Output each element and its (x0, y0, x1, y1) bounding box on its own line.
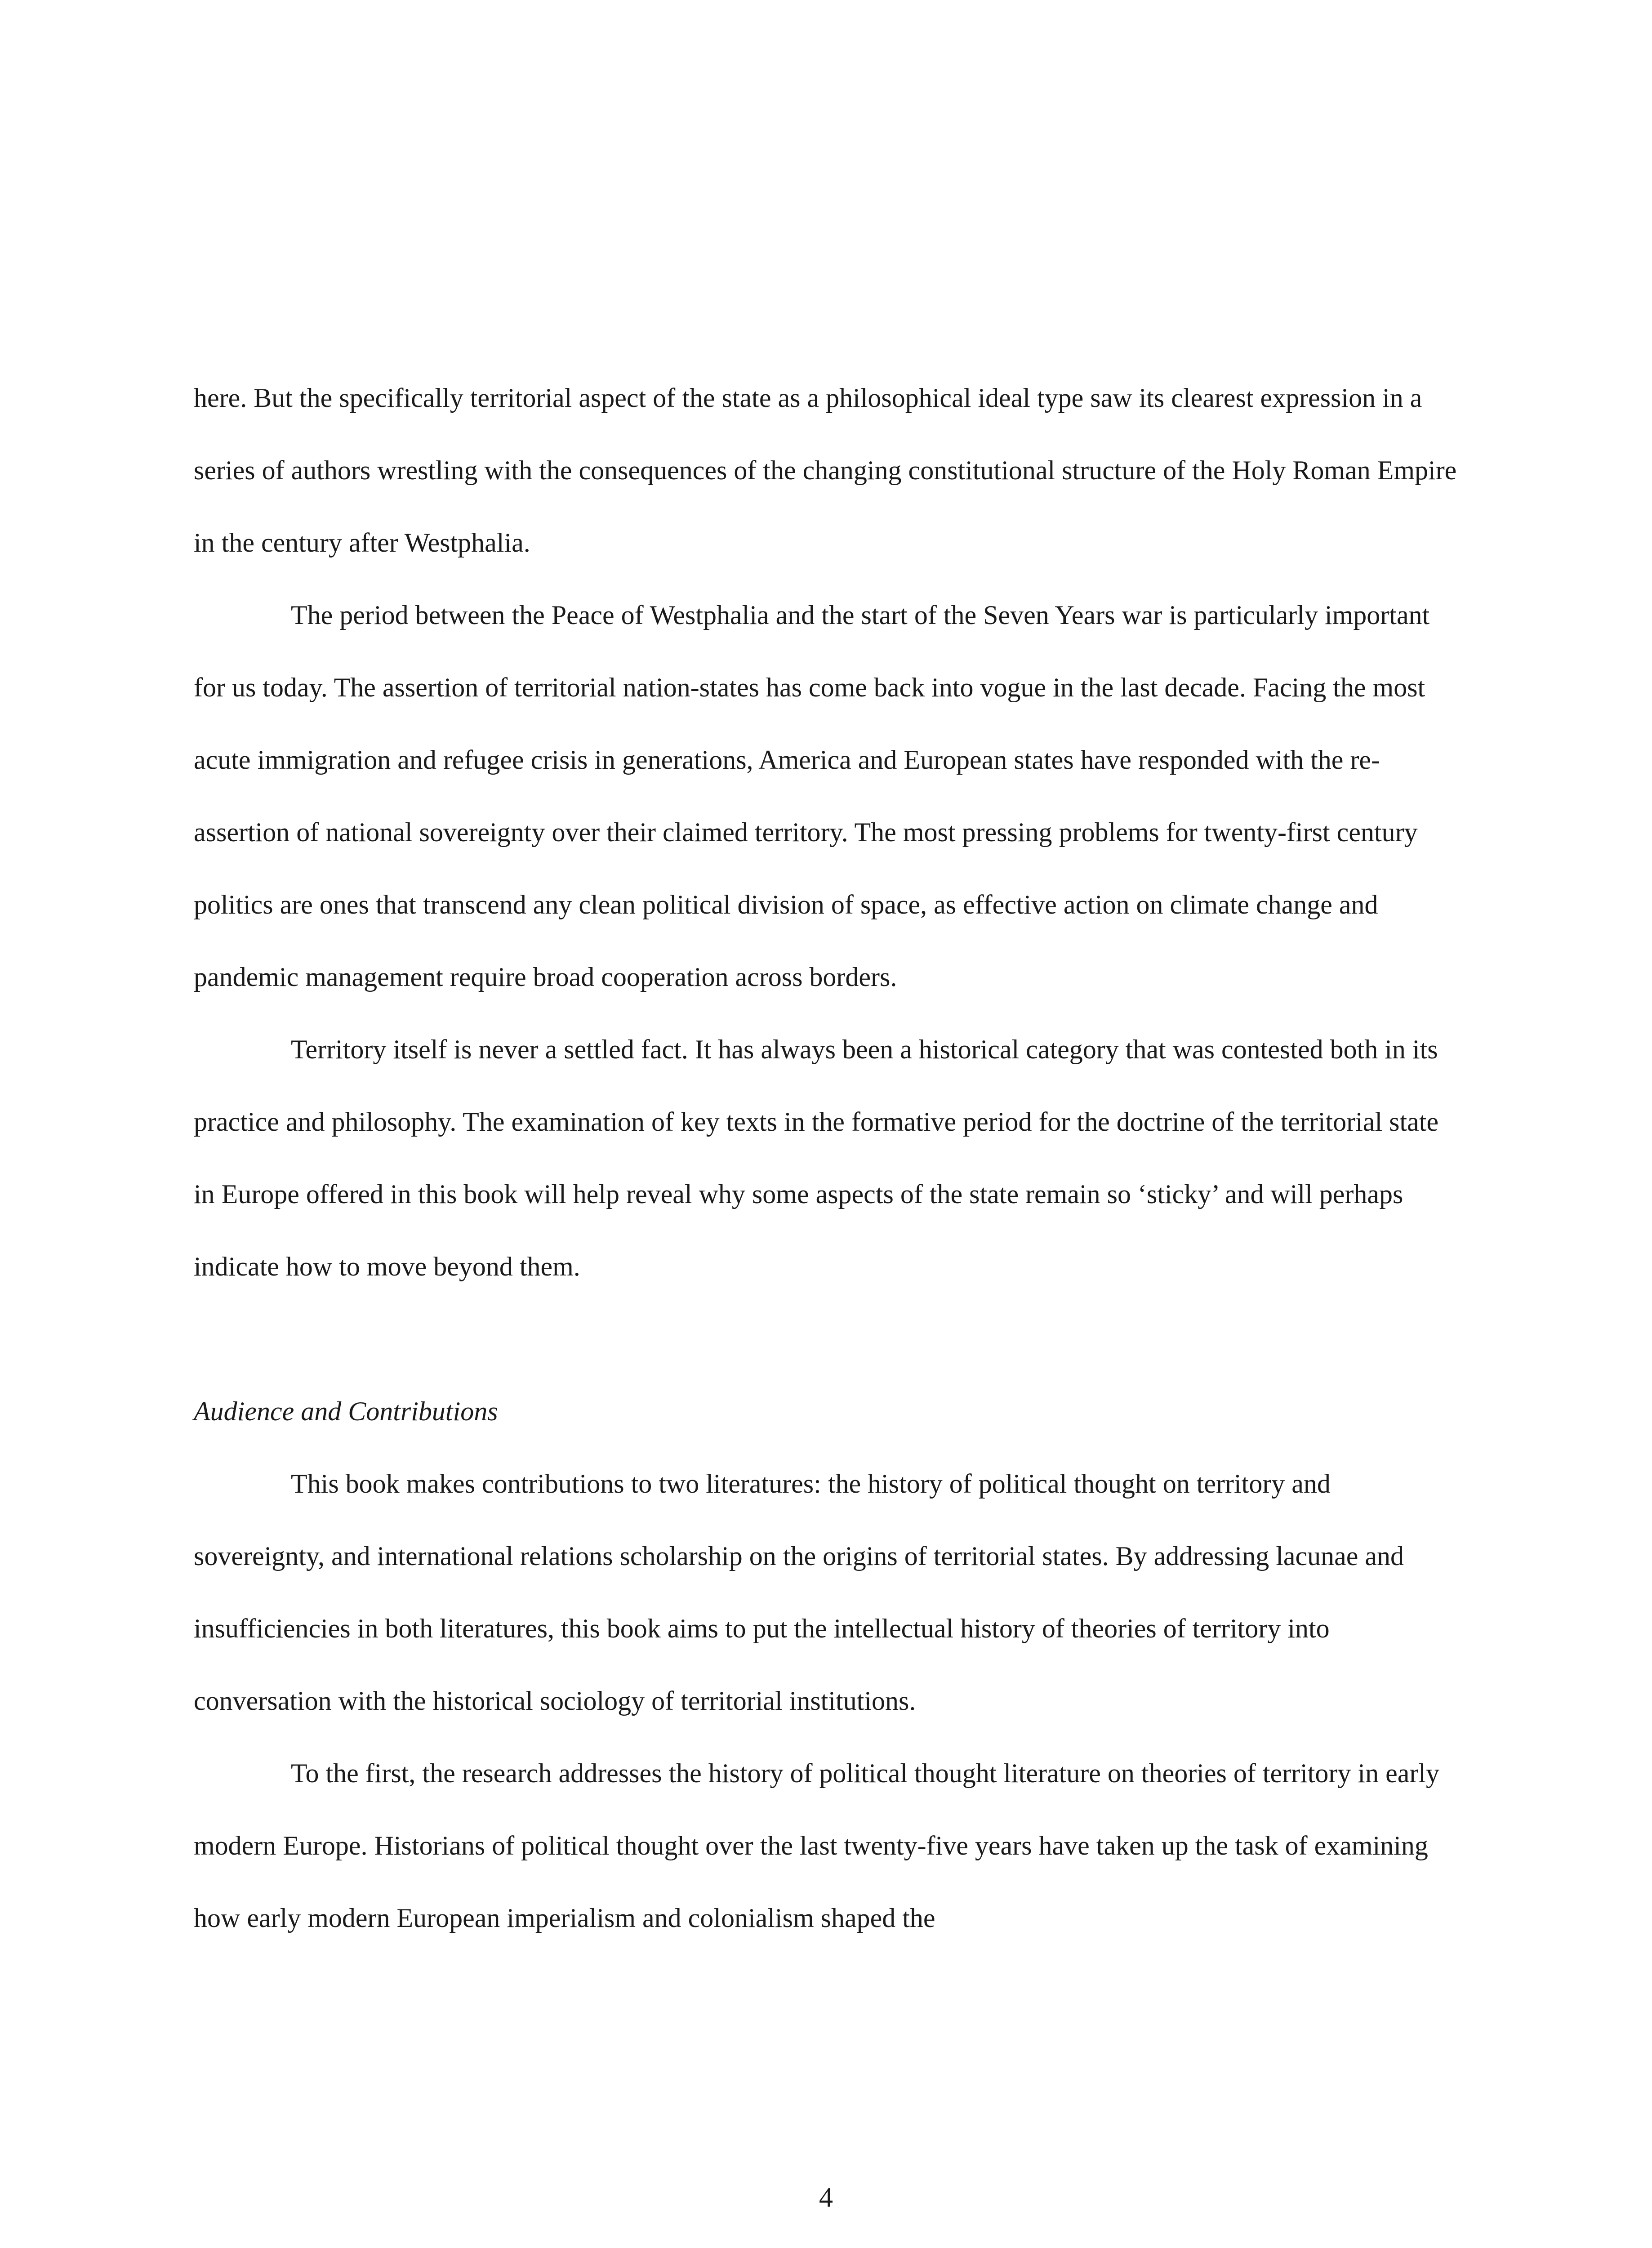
paragraph-first-literature: To the first, the research addresses the history of political thought literature on theories of territory in early modern Europe. Historians of political thought over the last twenty-five years have taken up the task of examining how early modern European imperialism and colonialism shaped the (194, 1758, 1439, 1933)
body-text (194, 362, 1457, 1954)
paragraph-territory-settled-fact: Territory itself is never a settled fact. It has always been a historical category that was contested both in its practice and philosophy. The examination of key texts in the formative period for the doctrine of the territorial state in Europe offered in this book will help reveal why some aspects of the state remain so ‘sticky’ and will perhaps indicate how to move beyond them. (194, 1035, 1439, 1281)
section-spacer (194, 1303, 1457, 1375)
page-number: 4 (819, 2182, 833, 2213)
section-heading: Audience and Contributions (194, 1396, 498, 1426)
paragraph-contributions: This book makes contributions to two literatures: the history of political thought on territory and sovereignty, and international relations scholarship on the origins of territorial states. By addressing lacunae and insufficiencies in both literatures, this book aims to put the intellectual history of theories of territory into conversation with the historical sociology of territorial institutions. (194, 1469, 1404, 1716)
paragraph-period-importance: The period between the Peace of Westphalia and the start of the Seven Years war is particularly important for us today. The assertion of territorial nation-states has come back into vogue in the last decade. Facing the most acute immigration and refugee crisis in generations, America and European states have responded with the re-assertion of national sovereignty over their claimed territory. The most pressing problems for twenty-first century politics are ones that transcend any clean political division of space, as effective action on climate change and pandemic management require broad cooperation across borders. (194, 600, 1430, 992)
paragraph-continuation: here. But the specifically territorial aspect of the state as a philosophical ideal type saw its clearest expression in a series of authors wrestling with the consequences of the changing constitutional structure of the Holy Roman Empire in the century after Westphalia. (194, 383, 1457, 558)
